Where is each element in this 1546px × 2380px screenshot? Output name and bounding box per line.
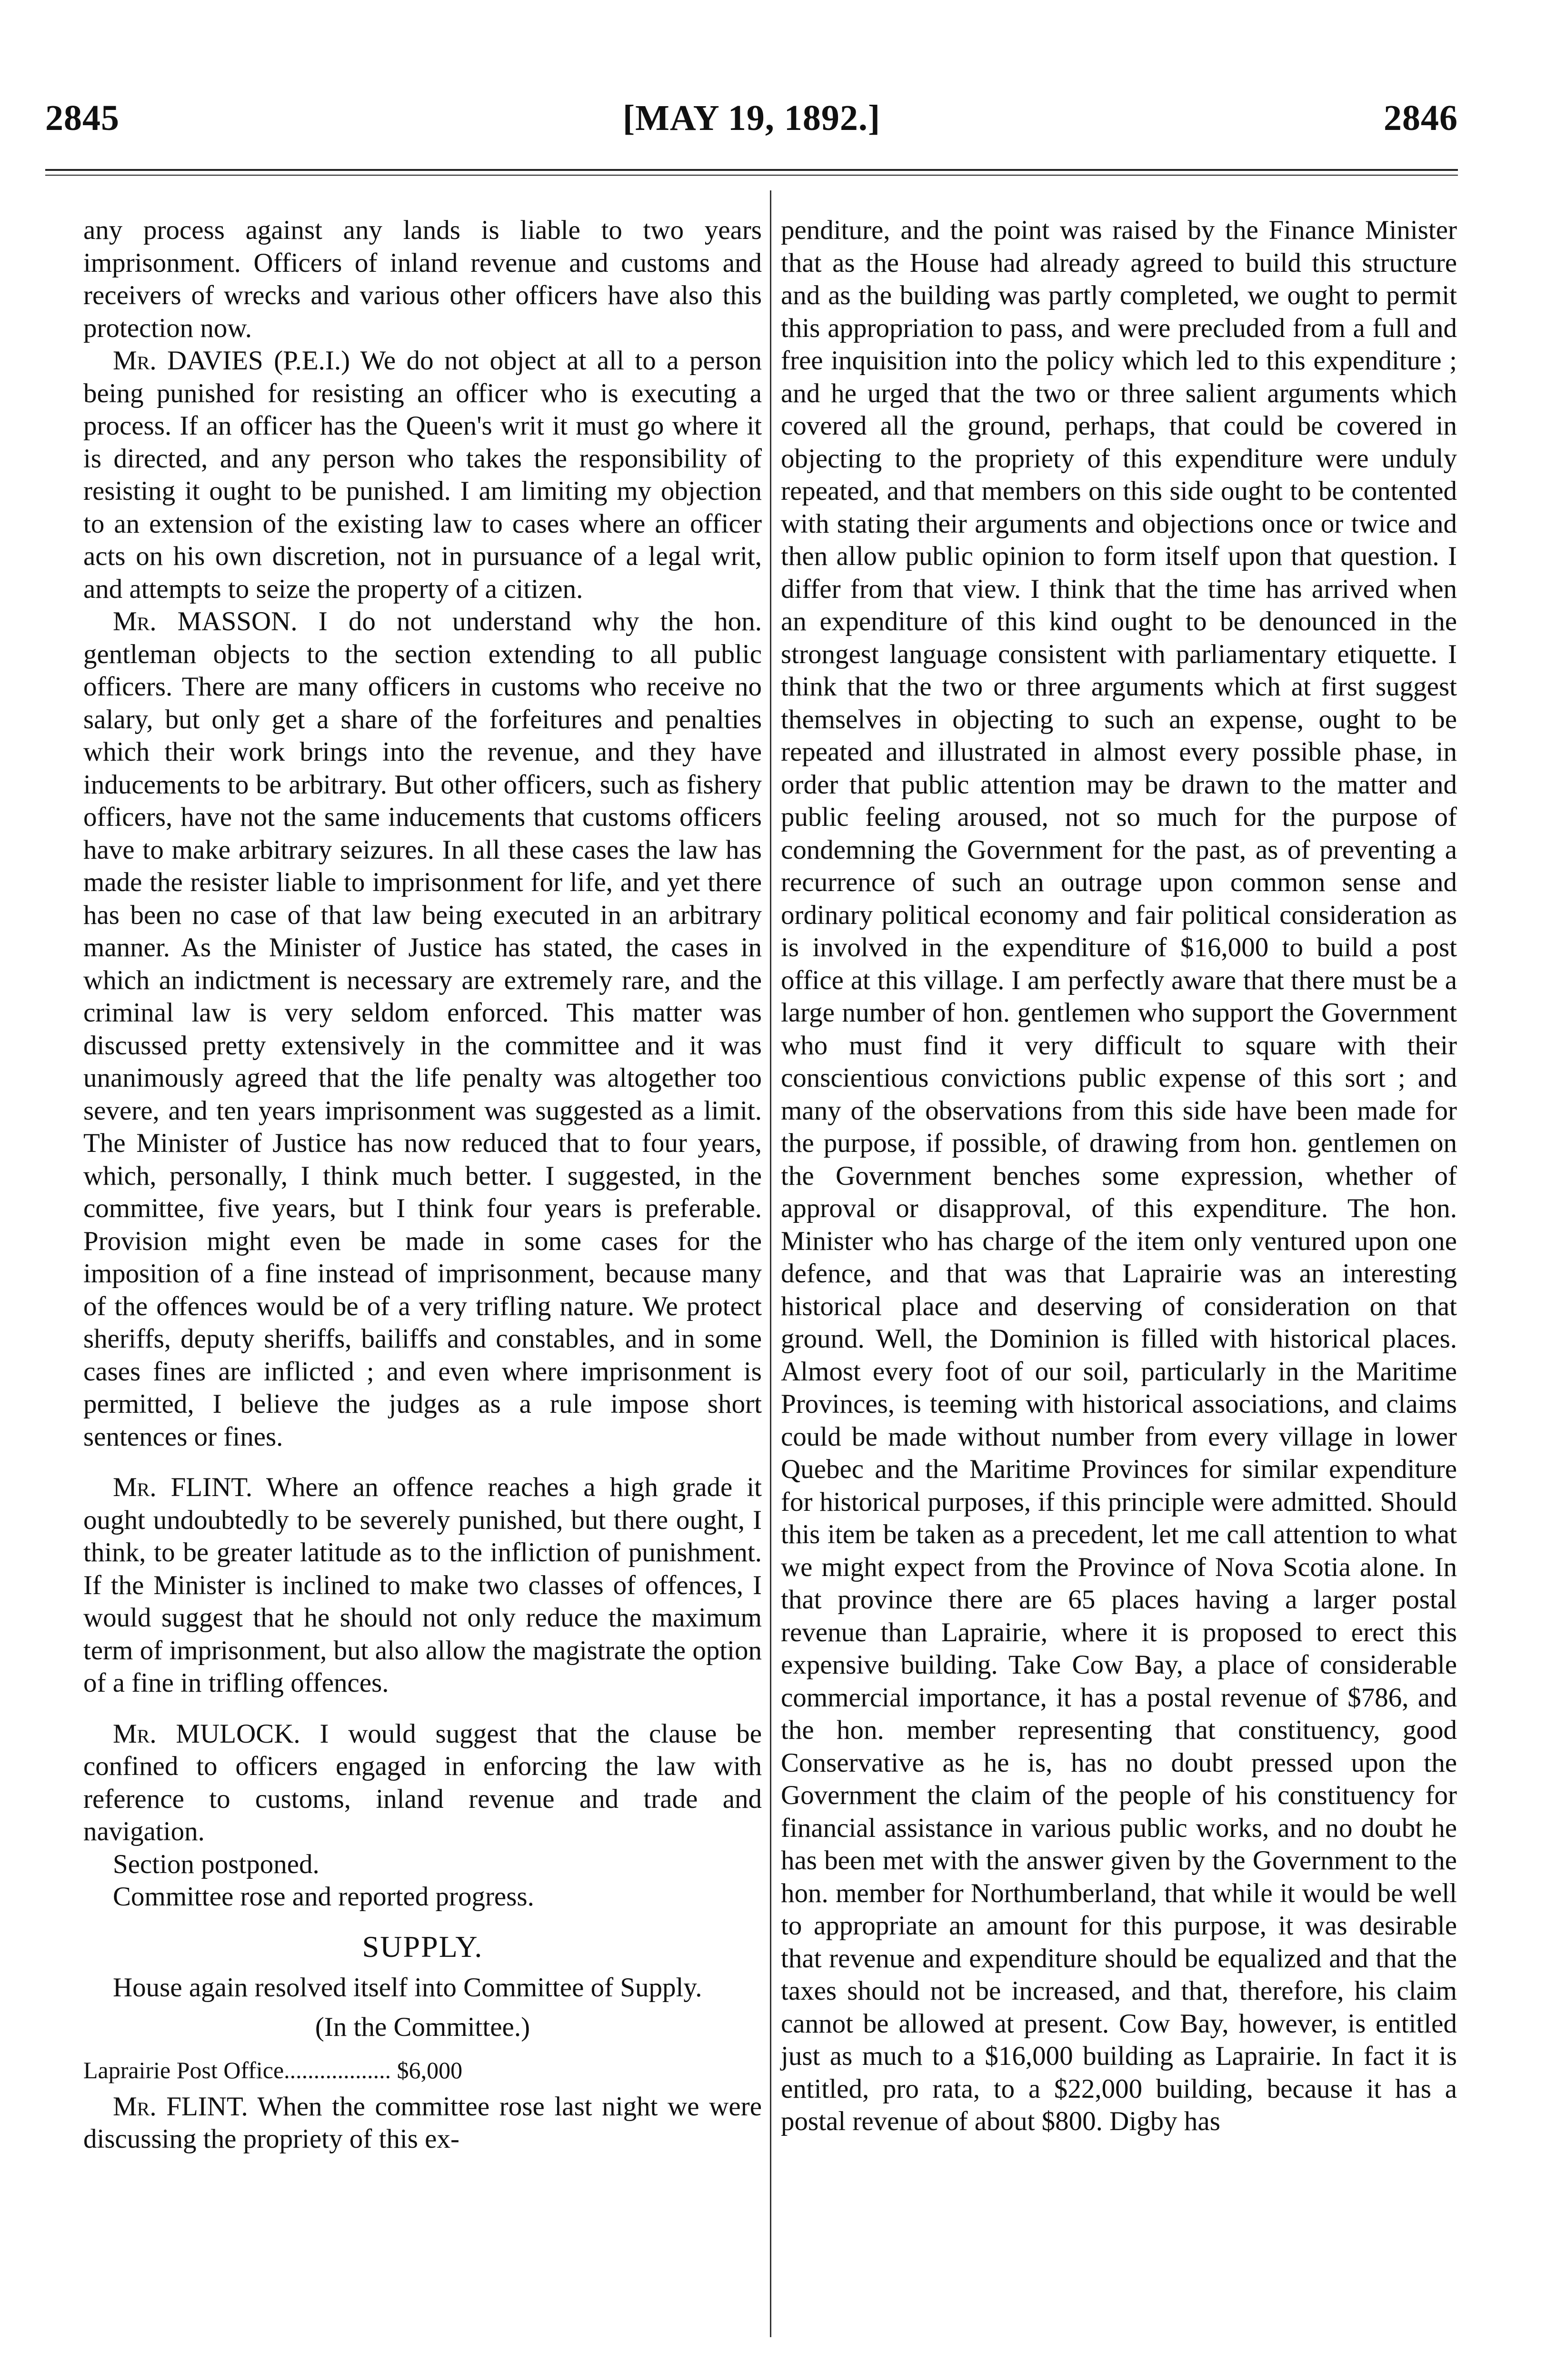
speech-paragraph	[83, 1471, 762, 1700]
supply-item: Laprairie Post Office.................. $6,000	[83, 2057, 463, 2083]
left-page-number: 2845	[45, 98, 120, 138]
speaker-name: Mr. FLINT.	[113, 1472, 253, 1502]
left-column	[83, 214, 762, 2156]
section-heading: SUPPLY.	[362, 1929, 483, 1964]
speech-text: We do not object at all to a person being punished for resisting an officer who is executing a process. If an officer has the Queen's writ it must go where it is directed, and any person who takes the responsibility of resisting it ought to be punished. I am limiting my objection to an extension of the existing law to cases where an officer acts on his own discretion, not in pursuance of a legal writ, and attempts to seize the property of a citizen.	[83, 346, 762, 604]
paragraph: penditure, and the point was raised by the Finance Minister that as the House had already agreed to build this structure and as the building was partly completed, we ought to permit this appropriation to pass, and were precluded from a full and free inquisition into the policy which led to this expenditure ; and he urged that the two or three salient arguments which covered all the ground, perhaps, that could be covered in objecting to the propriety of this expenditure were unduly repeated, and that members on this side ought to be contented with stating their arguments and objections once or twice and then allow public opinion to form itself upon that question. I differ from that view. I think that the time has arrived when an expenditure of this kind ought to be denounced in the strongest language consistent with parliamentary etiquette. I think that the two or three arguments which at first suggest themselves in objecting to such an expense, ought to be repeated and illustrated in almost every possible phase, in order that public attention may be drawn to the matter and public feeling aroused, not so much for the purpose of condemning the Government for the past, as of preventing a recurrence of such an outrage upon common sense and ordinary political economy and fair political consideration as is involved in the expenditure of $16,000 to build a post office at this village. I am perfectly aware that there must be a large number of hon. gentlemen who support the Government who must find it very difficult to square with their conscientious convictions public expense of this sort ; and many of the observations from this side have been made for the purpose, if possible, of drawing from hon. gentlemen on the Government benches some expression, whether of approval or disapproval, of this expenditure. The hon. Minister who has charge of the item only ventured upon one defence, and that was that Laprairie was an interesting historical place and deserving of consideration on that ground. Well, the Dominion is filled with historical places. Almost every foot of our soil, particularly in the Maritime Provinces, is teeming with historical associations, and claims could be made without number from every village in lower Quebec and the Maritime Provinces for similar expenditure for historical purposes, if this principle were admitted. Should this item be taken as a precedent, let me call attention to what we might expect from the Province of Nova Scotia alone. In that province there are 65 places having a larger postal revenue than Laprairie, where it is proposed to erect this expensive building. Take Cow Bay, a place of considerable commercial importance, it has a postal revenue of $786, and the hon. member representing that constituency, good Conservative as he is, has no doubt pressed upon the Government the claim of the people of his constituency for financial assistance in various public works, and no doubt he has been met with the answer given by the Government to the hon. member for Northumberland, that while it would be well to appropriate an amount for this purpose, it was desirable that revenue and expenditure should be equalized and that the taxes should not be increased, and that, therefore, his claim cannot be allowed at present. Cow Bay, however, is entitled just as much to a $16,000 building as Laprairie. In fact it is entitled, pro rata, to a $22,000 building, because it has a postal revenue of about $800. Digby has	[781, 215, 1457, 2136]
speech-paragraph	[83, 345, 762, 605]
spacer	[83, 1700, 762, 1718]
spacer	[83, 1453, 762, 1471]
speech-paragraph	[83, 2091, 762, 2156]
paragraph: any process against any lands is liable to two years imprisonment. Officers of inland revenue and customs and receivers of wrecks and various other officers have also this protection now.	[83, 215, 762, 343]
speech-paragraph	[83, 1718, 762, 1848]
speaker-name: Mr. MASSON.	[113, 606, 298, 636]
procedural-note: Section postponed.	[113, 1849, 319, 1879]
speech-text: I would suggest that the clause be confined to officers engaged in enforcing the law with reference to customs, inland revenue and trade and navigation.	[83, 1718, 762, 1846]
header-date: [MAY 19, 1892.]	[622, 98, 881, 138]
right-column	[781, 214, 1457, 2138]
speech-text: Where an offence reaches a high grade it ought undoubtedly to be severely punished, but there ought, I think, to be greater latitude as to the infliction of punishment. If the Minister is inclined to make two classes of offences, I would suggest that he should not only reduce the maximum term of imprisonment, but also allow the magistrate the option of a fine in trifling offences.	[83, 1472, 762, 1698]
speech-text: When the committee rose last night we were discussing the propriety of this ex-	[83, 2091, 762, 2154]
header-rule	[45, 169, 1458, 171]
committee-note: (In the Committee.)	[315, 2012, 530, 2042]
procedural-note: Committee rose and reported progress.	[113, 1882, 534, 1912]
speech-paragraph	[83, 605, 762, 1453]
speech-text: I do not understand why the hon. gentleman objects to the section extending to all public officers. There are many officers in customs who receive no salary, but only get a share of the forfeitures and penalties which their work brings into the revenue, and they have inducements to be arbitrary. But other officers, such as fishery officers, have not the same inducements that customs officers have to make arbitrary seizures. In all these cases the law has made the resister liable to imprisonment for life, and yet there has been no case of that law being executed in an arbitrary manner. As the Minister of Justice has stated, the cases in which an indictment is necessary are extremely rare, and the criminal law is very seldom enforced. This matter was discussed pretty extensively in the committee and it was unanimously agreed that the life penalty was altogether too severe, and ten years imprisonment was suggested as a limit. The Minister of Justice has now reduced that to four years, which, personally, I think much better. I suggested, in the committee, five years, but I think four years is preferable. Provision might even be made in some cases for the imposition of a fine instead of imprisonment, because many of the offences would be of a very trifling nature. We protect sheriffs, deputy sheriffs, bailiffs and constables, and in some cases fines are inflicted ; and even where imprisonment is permitted, I believe the judges as a rule impose short sentences or fines.	[83, 606, 762, 1452]
right-page-number: 2846	[1384, 98, 1458, 138]
column-divider	[770, 190, 771, 2337]
header-rule-thin	[45, 175, 1458, 176]
speaker-name: Mr. DAVIES (P.E.I.)	[113, 346, 350, 376]
page-header	[45, 98, 1458, 159]
speaker-name: Mr. FLINT.	[113, 2091, 248, 2122]
procedural-note: House again resolved itself into Committee of Supply.	[113, 1973, 702, 2003]
speaker-name: Mr. MULOCK.	[113, 1718, 300, 1749]
